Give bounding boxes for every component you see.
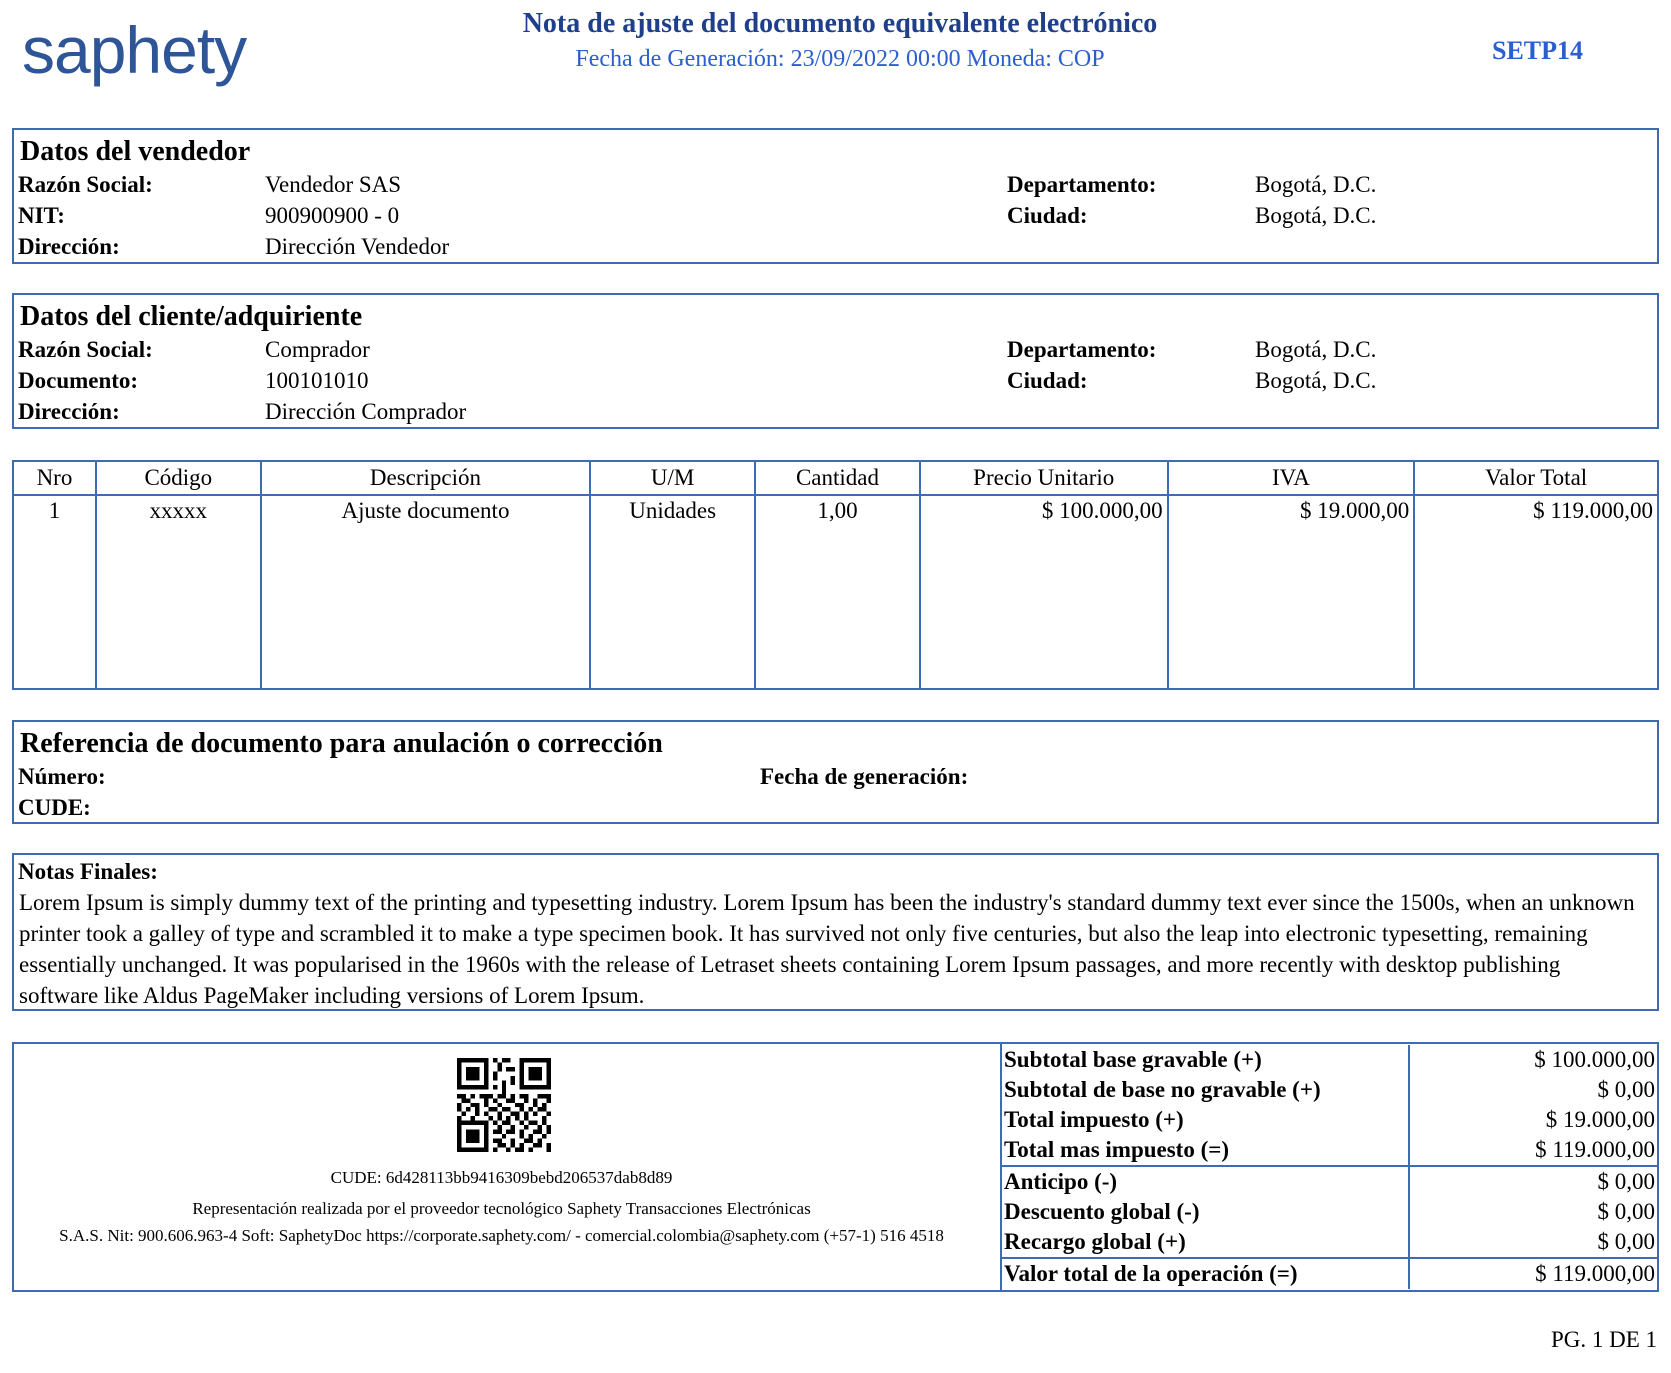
footer-provider-line1: Representación realizada por el proveedor tecnológico Saphety Transacciones Electrónicas (192, 1199, 811, 1218)
client-dir: Dirección Comprador (265, 399, 467, 424)
header-codigo: Código (96, 461, 261, 495)
descuento-value: $ 0,00 (1597, 1199, 1655, 1224)
client-razon-label: Razón Social: (18, 337, 153, 362)
footer-cude: CUDE: 6d428113bb9416309bebd206537dab8d89 (330, 1168, 673, 1187)
saphety-logo: saphety (22, 13, 247, 87)
header-iva: IVA (1168, 461, 1415, 495)
totals-row (1000, 1197, 1659, 1227)
client-dir-label: Dirección: (18, 399, 120, 424)
anticipo-value: $ 0,00 (1409, 1166, 1659, 1197)
header-descripcion: Descripción (261, 461, 591, 495)
seller-nit: 900900900 - 0 (265, 203, 400, 228)
cell-precio: $ 100.000,00 (920, 495, 1168, 689)
recargo-label: Recargo global (+) (1000, 1227, 1409, 1258)
footer-provider-line2: S.A.S. Nit: 900.606.963-4 Soft: SaphetyDoc https://corporate.saphety.com/ - comercial.colombia@saphety.com (+57-1) 516 4518 (59, 1226, 944, 1245)
seller-dir-label: Dirección: (18, 234, 120, 259)
client-heading: Datos del cliente/adquiriente (20, 301, 363, 332)
qr-code-icon (457, 1058, 551, 1152)
reference-cude-label: CUDE: (18, 795, 91, 820)
totals-table (1000, 1045, 1659, 1289)
totals-row (1000, 1075, 1659, 1105)
seller-ciudad-label: Ciudad: (1007, 203, 1088, 228)
notes-section (12, 853, 1659, 1011)
totals-row (1000, 1105, 1659, 1135)
seller-heading: Datos del vendedor (20, 136, 251, 167)
mas-impuesto-label: Total mas impuesto (=) (1000, 1135, 1409, 1166)
seller-razon: Vendedor SAS (265, 172, 402, 197)
table-row (13, 495, 1658, 689)
document-code: SETP14 (1492, 36, 1584, 65)
generation-date: Fecha de Generación: 23/09/2022 00:00 Moneda: COP (575, 46, 1105, 72)
notes-text: Lorem Ipsum is simply dummy text of the printing and typesetting industry. Lorem Ipsum has been the industry's standard dummy text ever since the 1500s, when an unknown printer took a galley of type and scrambled it to make a type specimen book. It has survived not only five centuries, but also the leap into electronic typesetting, remaining essentially unchanged. It was popularised in the 1960s with the release of Letraset sheets containing Lorem Ipsum passages, and more recently with desktop publishing software like Aldus PageMaker including versions of Lorem Ipsum. (19, 890, 1635, 1008)
nograv-label: Subtotal de base no gravable (+) (1000, 1075, 1409, 1105)
header-precio: Precio Unitario (920, 461, 1168, 495)
seller-nit-label: NIT: (18, 203, 65, 228)
descuento-label: Descuento global (-) (1000, 1197, 1409, 1227)
cell-um: Unidades (590, 495, 755, 689)
seller-razon-label: Razón Social: (18, 172, 153, 197)
subtotal-label: Subtotal base gravable (+) (1000, 1045, 1409, 1075)
seller-dir: Dirección Vendedor (265, 234, 450, 259)
items-table (12, 460, 1659, 690)
client-doc: 100101010 (265, 368, 369, 393)
client-razon: Comprador (265, 337, 370, 362)
page-number: PG. 1 DE 1 (1550, 1327, 1657, 1352)
cell-cantidad: 1,00 (755, 495, 920, 689)
impuesto-label: Total impuesto (+) (1000, 1105, 1409, 1135)
totals-row (1000, 1045, 1659, 1075)
nograv-value: $ 0,00 (1597, 1077, 1655, 1102)
document-title: Nota de ajuste del documento equivalente electrónico (522, 8, 1158, 39)
total-operacion-value: $ 119.000,00 (1409, 1258, 1659, 1289)
header-um: U/M (590, 461, 755, 495)
reference-numero-label: Número: (18, 764, 106, 789)
client-doc-label: Documento: (18, 368, 139, 393)
header-nro: Nro (13, 461, 96, 495)
cell-valor-total: $ 119.000,00 (1414, 495, 1658, 689)
impuesto-value: $ 19.000,00 (1545, 1107, 1655, 1132)
recargo-value: $ 0,00 (1597, 1229, 1655, 1254)
seller-ciudad: Bogotá, D.C. (1255, 203, 1377, 228)
client-ciudad-label: Ciudad: (1007, 368, 1088, 393)
cell-iva: $ 19.000,00 (1168, 495, 1415, 689)
cell-nro: 1 (13, 495, 96, 689)
totals-row (1000, 1166, 1659, 1197)
notes-heading: Notas Finales: (18, 859, 158, 884)
seller-section (12, 128, 1659, 264)
anticipo-label: Anticipo (-) (1000, 1166, 1409, 1197)
seller-dep: Bogotá, D.C. (1255, 172, 1377, 197)
mas-impuesto-value: $ 119.000,00 (1535, 1137, 1655, 1162)
reference-fecha-label: Fecha de generación: (760, 764, 969, 789)
totals-row (1000, 1258, 1659, 1289)
client-dep: Bogotá, D.C. (1255, 337, 1377, 362)
totals-row (1000, 1135, 1659, 1166)
items-header-row (13, 461, 1658, 495)
header-cantidad: Cantidad (755, 461, 920, 495)
reference-section (12, 720, 1659, 824)
cell-codigo: xxxxx (96, 495, 261, 689)
header-valor-total: Valor Total (1414, 461, 1658, 495)
reference-heading: Referencia de documento para anulación o corrección (20, 728, 663, 759)
seller-dep-label: Departamento: (1007, 172, 1157, 197)
client-section (12, 293, 1659, 429)
client-dep-label: Departamento: (1007, 337, 1157, 362)
cell-descripcion: Ajuste documento (261, 495, 591, 689)
totals-row (1000, 1227, 1659, 1258)
total-operacion-label: Valor total de la operación (=) (1000, 1258, 1409, 1289)
subtotal-value: $ 100.000,00 (1534, 1047, 1655, 1072)
client-ciudad: Bogotá, D.C. (1255, 368, 1377, 393)
